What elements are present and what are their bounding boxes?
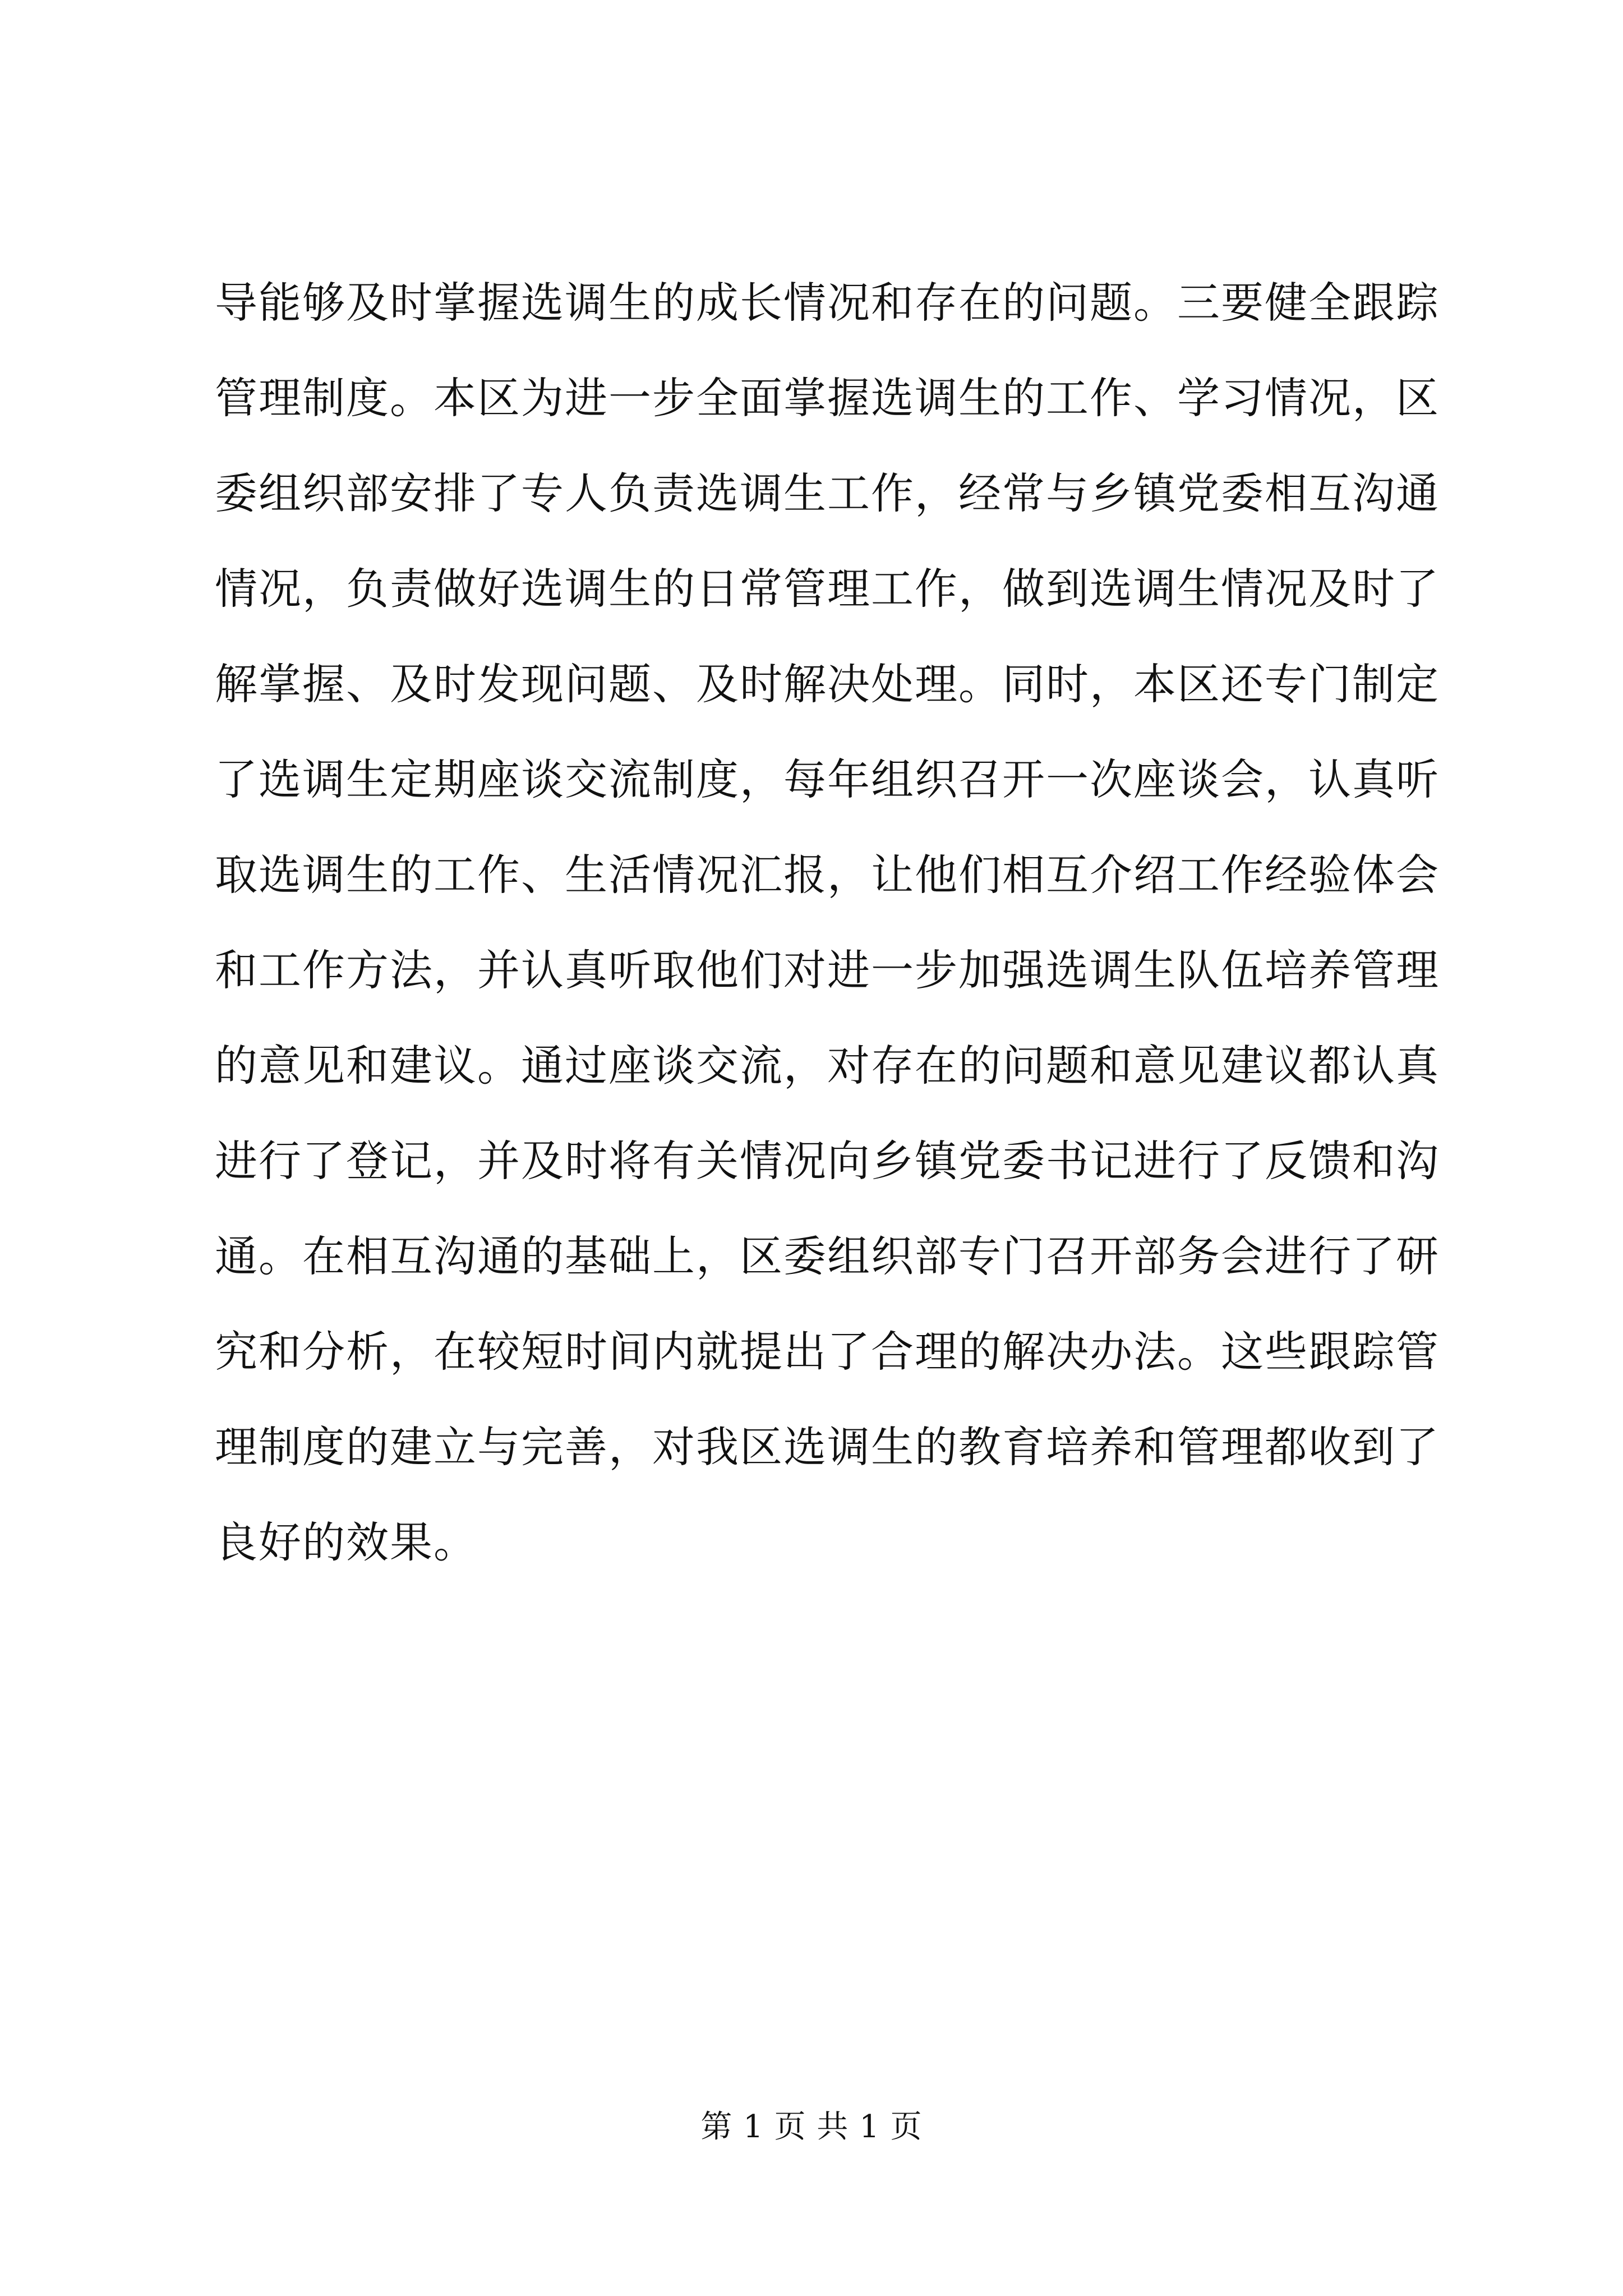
text-line-3: 委组织部安排了专人负责选调生工作，经常与乡镇党委相互沟通 [215,468,1440,518]
text-line-13: 理制度的建立与完善，对我区选调生的教育培养和管理都收到了 [215,1422,1440,1472]
page-footer [0,2105,1623,2150]
text-line-14: 良好的效果。 [215,1517,477,1567]
text-line-12: 究和分析，在较短时间内就提出了合理的解决办法。这些跟踪管 [215,1327,1440,1377]
text-line-4: 情况，负责做好选调生的日常管理工作，做到选调生情况及时了 [215,564,1440,614]
text-line-11: 通。在相互沟通的基础上，区委组织部专门召开部务会进行了研 [215,1231,1440,1281]
text-line-6: 了选调生定期座谈交流制度，每年组织召开一次座谈会，认真听 [215,754,1440,804]
text-line-5: 解掌握、及时发现问题、及时解决处理。同时，本区还专门制定 [215,659,1440,709]
text-line-1: 导能够及时掌握选调生的成长情况和存在的问题。三要健全跟踪 [215,278,1440,328]
text-line-2: 管理制度。本区为进一步全面掌握选调生的工作、学习情况，区 [215,373,1440,423]
body-paragraph [215,255,1440,1590]
text-line-9: 的意见和建议。通过座谈交流，对存在的问题和意见建议都认真 [215,1041,1440,1091]
text-line-10: 进行了登记，并及时将有关情况向乡镇党委书记进行了反馈和沟 [215,1136,1440,1186]
text-line-7: 取选调生的工作、生活情况汇报，让他们相互介绍工作经验体会 [215,850,1440,900]
text-line-8: 和工作方法，并认真听取他们对进一步加强选调生队伍培养管理 [215,945,1440,995]
page-number: 第 1 页 共 1 页 [700,2109,923,2145]
